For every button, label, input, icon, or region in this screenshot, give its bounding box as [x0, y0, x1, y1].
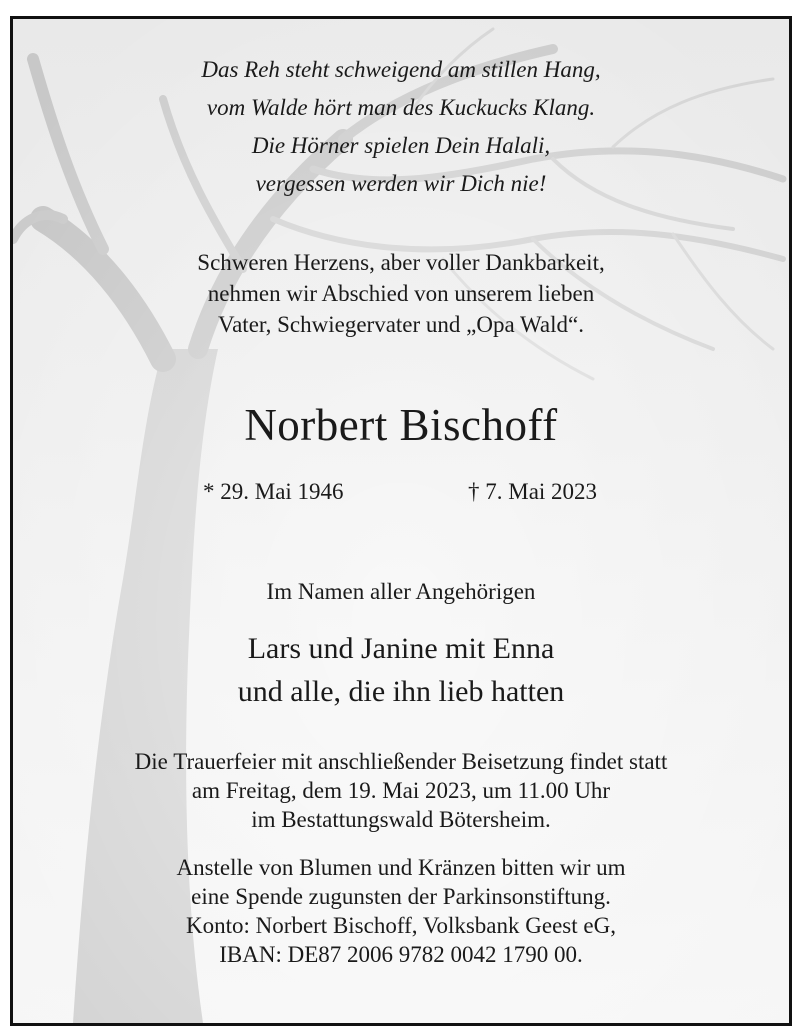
ceremony-line: am Freitag, dem 19. Mai 2023, um 11.00 Uhr [191, 778, 611, 803]
mourners-line: Lars und Janine mit Enna [247, 632, 555, 665]
mourners-intro: Im Namen aller Angehörigen [266, 579, 536, 604]
obituary-notice [10, 16, 792, 1026]
donation-line: eine Spende zugunsten der Parkinsonstiftung. [191, 884, 611, 909]
mourners-names [13, 627, 789, 713]
poem [13, 51, 789, 203]
deceased-name: Norbert Bischoff [244, 400, 558, 450]
ceremony-line: Die Trauerfeier mit anschließender Beisetzung findet statt [134, 749, 668, 774]
poem-line: Die Hörner spielen Dein Halali, [251, 133, 551, 158]
notice-content [13, 19, 789, 1023]
poem-line: Das Reh steht schweigend am stillen Hang, [201, 57, 601, 82]
intro-line: Vater, Schwiegervater und „Opa Wald“. [218, 312, 584, 337]
poem-line: vom Walde hört man des Kuckucks Klang. [206, 95, 596, 120]
poem-line: vergessen werden wir Dich nie! [255, 171, 547, 196]
intro-line: Schweren Herzens, aber voller Dankbarkeit, [197, 250, 605, 275]
intro-line: nehmen wir Abschied von unserem lieben [207, 281, 595, 306]
death-date: † 7. Mai 2023 [468, 479, 598, 504]
donation-info [13, 853, 789, 969]
birth-date: * 29. Mai 1946 [203, 479, 344, 504]
donation-line: Konto: Norbert Bischoff, Volksbank Geest eG, [186, 913, 616, 938]
mourners-line: und alle, die ihn lieb hatten [237, 675, 565, 708]
donation-line: IBAN: DE87 2006 9782 0042 1790 00. [219, 942, 583, 967]
ceremony-info [13, 747, 789, 834]
donation-line: Anstelle von Blumen und Kränzen bitten wir um [176, 855, 626, 880]
farewell-intro [13, 247, 789, 340]
ceremony-line: im Bestattungswald Bötersheim. [251, 807, 551, 832]
